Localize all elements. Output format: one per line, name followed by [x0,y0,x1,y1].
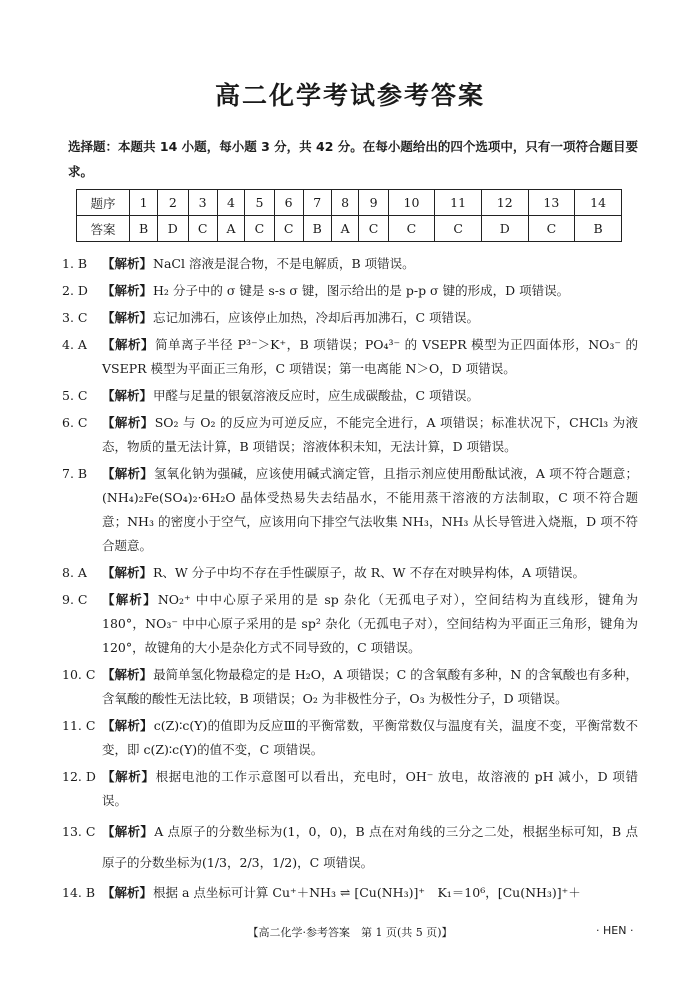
item-number: 13. C [62,824,96,839]
question-number-cell: 3 [188,190,217,216]
item-text: 根据电池的工作示意图可以看出，充电时，OH⁻ 放电，故溶液的 pH 减小，D 项错误。 [102,769,638,808]
item-content [102,881,638,905]
analysis-tag: 【解析】 [102,592,157,607]
answer-cell: B [575,216,622,242]
item-text: NaCl 溶液是混合物，不是电解质，B 项错误。 [153,256,415,271]
analysis-tag: 【解析】 [102,667,153,682]
item-number: 9. C [62,592,88,607]
item-content [102,306,638,330]
question-number-cell: 1 [130,190,158,216]
item-number: 2. D [62,283,88,298]
answer-cell: D [158,216,188,242]
explanation-item [62,462,638,558]
page-title: 高二化学考试参考答案 [214,81,485,110]
item-content [102,411,638,459]
explanation-item [62,411,638,459]
answer-cell: C [388,216,435,242]
item-content [102,816,638,878]
item-text: 忘记加沸石，应该停止加热，冷却后再加沸石，C 项错误。 [153,310,480,325]
explanation-item [62,384,638,408]
question-number-cell: 8 [331,190,359,216]
item-number: 3. C [62,310,88,325]
answer-cell: C [359,216,388,242]
answer-table-number-row [77,190,622,216]
answer-cell: C [528,216,575,242]
item-number: 12. D [62,769,96,784]
answer-cell: D [481,216,528,242]
answer-cell: C [274,216,303,242]
item-text: NO₂⁺ 中中心原子采用的是 sp 杂化（无孤电子对），空间结构为直线形，键角为 180°，NO₃⁻ 中中心原子采用的是 sp² 杂化（无孤电子对），空间结构为平面正三角形，键角为 120°，故键角的大小是杂化方式不同导致的，C 项错误。 [102,592,638,655]
item-text: 简单离子半径 P³⁻＞K⁺，B 项错误；PO₄³⁻ 的 VSEPR 模型为正四面体形，NO₃⁻ 的 VSEPR 模型为平面正三角形，C 项错误；第一电离能 N＞O，D 项错误。 [102,337,638,376]
item-text: R、W 分子中均不存在手性碳原子，故 R、W 不存在对映异构体，A 项错误。 [153,565,585,580]
footer-code: · HEN · [596,924,634,937]
explanation-item [62,588,638,660]
analysis-tag: 【解析】 [102,769,155,784]
analysis-tag: 【解析】 [102,565,153,580]
item-content [102,279,638,303]
item-text: SO₂ 与 O₂ 的反应为可逆反应，不能完全进行，A 项错误；标准状况下，CHCl₃ 为液态，物质的量无法计算，B 项错误；溶液体积未知，无法计算，D 项错误。 [102,415,638,454]
answer-cell: C [435,216,482,242]
table-row-label: 答案 [77,216,130,242]
analysis-tag: 【解析】 [102,718,153,733]
question-number-cell: 14 [575,190,622,216]
analysis-tag: 【解析】 [102,310,153,325]
question-number-cell: 5 [245,190,274,216]
item-number: 1. B [62,256,88,271]
item-number: 5. C [62,388,88,403]
analysis-tag: 【解析】 [102,337,155,352]
question-number-cell: 2 [158,190,188,216]
explanation-list [62,252,638,908]
section-instructions: 选择题：本题共 14 小题，每小题 3 分，共 42 分。在每小题给出的四个选项中，只有一项符合题目要求。 [68,139,638,179]
analysis-tag: 【解析】 [102,283,153,298]
question-number-cell: 4 [217,190,245,216]
explanation-item [62,881,638,905]
answer-cell: C [245,216,274,242]
item-number: 14. B [62,885,96,900]
question-number-cell: 10 [388,190,435,216]
explanation-item [62,816,638,878]
item-text: H₂ 分子中的 σ 键是 s-s σ 键，图示给出的是 p-p σ 键的形成，D 项错误。 [153,283,570,298]
analysis-tag: 【解析】 [102,824,154,839]
item-number: 10. C [62,667,96,682]
item-text: 最简单氢化物最稳定的是 H₂O，A 项错误；C 的含氧酸有多种，N 的含氧酸也有多种，含氧酸的酸性无法比较，B 项错误；O₂ 为非极性分子，O₃ 为极性分子，D 项错误。 [102,667,638,706]
item-content [102,462,638,558]
item-content [102,384,638,408]
item-text: c(Z)∶c(Y)的值即为反应Ⅲ的平衡常数，平衡常数仅与温度有关，温度不变，平衡常数不变，即 c(Z)∶c(Y)的值不变，C 项错误。 [102,718,638,757]
explanation-item [62,252,638,276]
analysis-tag: 【解析】 [102,466,153,481]
analysis-tag: 【解析】 [102,885,153,900]
explanation-item [62,279,638,303]
answer-table-answer-row [77,216,622,242]
answer-cell: A [331,216,359,242]
item-content [102,765,638,813]
question-number-cell: 13 [528,190,575,216]
item-text: 甲醛与足量的银氨溶液反应时，应生成碳酸盐，C 项错误。 [153,388,480,403]
explanation-item [62,765,638,813]
item-text: 氢氧化钠为强碱，应该使用碱式滴定管，且指示剂应使用酚酞试液，A 项不符合题意；(NH₄)₂Fe(SO₄)₂·6H₂O 晶体受热易失去结晶水，不能用蒸干溶液的方法制取，C 项不符合题意；NH₃ 的密度小于空气，应该用向下排空气法收集 NH₃，NH₃ 从长导管进入烧瓶，D 项不符合题意。 [102,466,638,553]
item-content [102,561,638,585]
item-text: A 点原子的分数坐标为(1，0，0)，B 点在对角线的三分之二处，根据坐标可知，B 点原子的分数坐标为(1/3，2/3，1/2)，C 项错误。 [102,824,638,870]
analysis-tag: 【解析】 [102,415,154,430]
question-number-cell: 9 [359,190,388,216]
answer-cell: B [303,216,331,242]
item-number: 7. B [62,466,88,481]
item-number: 4. A [62,337,87,352]
item-content [102,252,638,276]
item-text: 根据 a 点坐标可计算 Cu⁺＋NH₃ ⇌ [Cu(NH₃)]⁺ K₁＝10⁶，[Cu(NH₃)]⁺＋ [153,885,581,900]
analysis-tag: 【解析】 [102,388,153,403]
item-content [102,714,638,762]
item-number: 6. C [62,415,88,430]
answer-cell: B [130,216,158,242]
question-number-cell: 6 [274,190,303,216]
answer-cell: C [188,216,217,242]
question-number-cell: 7 [303,190,331,216]
question-number-cell: 11 [435,190,482,216]
item-content [102,333,638,381]
page-footer: 【高二化学·参考答案 第 1 页(共 5 页)】 [247,926,453,939]
item-content [102,588,638,660]
question-number-cell: 12 [481,190,528,216]
explanation-item [62,333,638,381]
explanation-item [62,714,638,762]
explanation-item [62,663,638,711]
table-row-label: 题序 [77,190,130,216]
item-number: 8. A [62,565,87,580]
analysis-tag: 【解析】 [102,256,153,271]
explanation-item [62,561,638,585]
item-number: 11. C [62,718,96,733]
item-content [102,663,638,711]
explanation-item [62,306,638,330]
answer-table [76,189,622,242]
answer-cell: A [217,216,245,242]
